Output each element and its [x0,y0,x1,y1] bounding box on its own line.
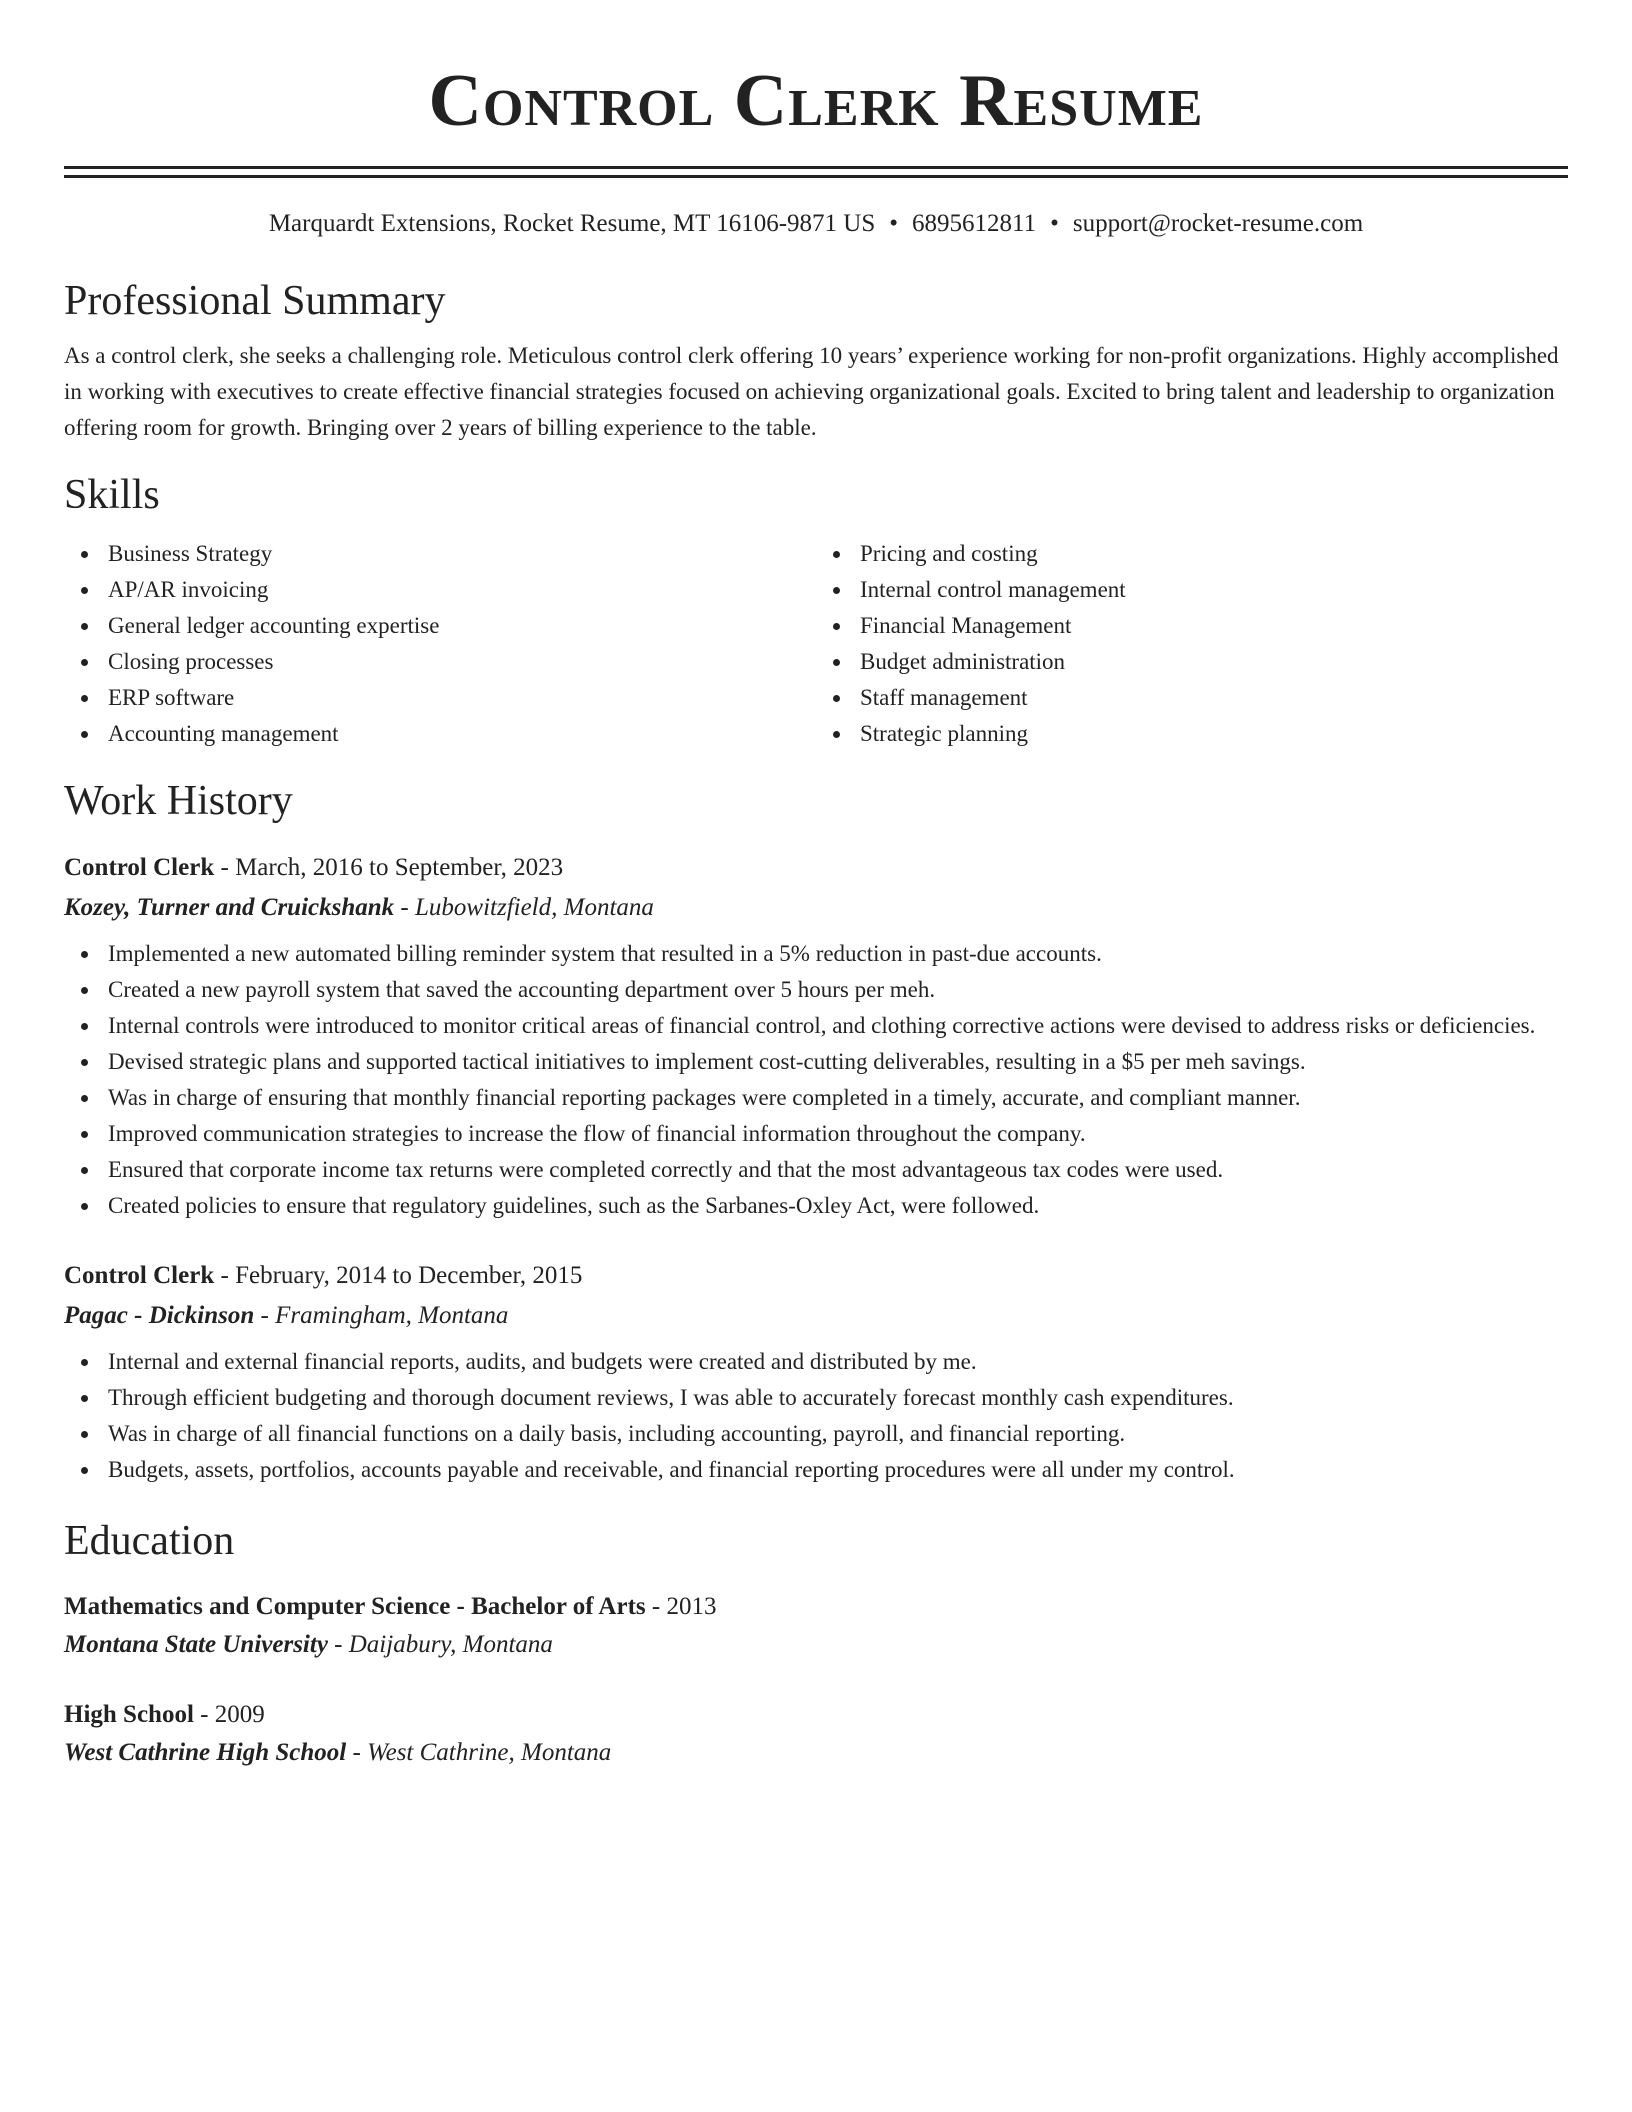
school-line: West Cathrine High School - West Cathrine, Montana [64,1739,612,1766]
skill-item: Strategic planning [860,716,1568,752]
company-location: Lubowitzfield, Montana [415,894,654,921]
graduation-year: 2013 [666,1593,717,1620]
graduation-year: 2009 [214,1701,265,1728]
degree-line: Mathematics and Computer Science - Bachelor of Arts - 2013 [64,1593,717,1620]
contact-separator: • [1050,210,1059,237]
education-entry [64,1588,1568,1664]
responsibility-item: Internal controls were introduced to monitor critical areas of financial control, and clothing corrective actions were devised to address risks or deficiencies. [108,1008,1568,1044]
contact-separator: • [889,210,899,237]
job-entry [64,848,1568,1224]
responsibility-item: Created a new payroll system that saved the accounting department over 5 hours per meh. [108,972,1568,1008]
skill-item: Pricing and costing [860,536,1568,572]
skill-item: Closing processes [108,644,816,680]
job-dates: March, 2016 to September, 2023 [235,854,564,881]
summary-heading: Professional Summary [64,278,446,324]
title-divider-top [64,166,1568,169]
responsibility-item: Budgets, assets, portfolios, accounts payable and receivable, and financial reporting procedures were all under my control. [108,1452,1568,1488]
skills-column-left [64,536,816,752]
contact-line [64,208,1568,240]
company-line: Pagac - Dickinson - Framingham, Montana [64,1302,509,1329]
school-line: Montana State University - Daijabury, Montana [64,1631,553,1658]
page-title: Control Clerk Resume [428,60,1204,142]
degree-name: Mathematics and Computer Science - Bachelor of Arts [64,1593,646,1620]
job-responsibilities [64,1344,1568,1488]
skill-item: Financial Management [860,608,1568,644]
responsibility-item: Internal and external financial reports, audits, and budgets were created and distributed by me. [108,1344,1568,1380]
degree-name: High School [64,1701,194,1728]
job-title-line: Control Clerk - February, 2014 to December, 2015 [64,1262,583,1289]
job-title-line: Control Clerk - March, 2016 to September, 2023 [64,854,564,881]
school-name: West Cathrine High School [64,1739,347,1766]
skill-item: Internal control management [860,572,1568,608]
skills-column-right [816,536,1568,752]
responsibility-item: Was in charge of ensuring that monthly financial reporting packages were completed in a timely, accurate, and compliant manner. [108,1080,1568,1116]
responsibility-item: Created policies to ensure that regulatory guidelines, such as the Sarbanes-Oxley Act, were followed. [108,1188,1568,1224]
skills-heading: Skills [64,472,160,518]
company-name: Kozey, Turner and Cruickshank [64,894,395,921]
company-line: Kozey, Turner and Cruickshank - Lubowitzfield, Montana [64,894,654,921]
title-divider-bottom [64,175,1568,178]
responsibility-item: Improved communication strategies to increase the flow of financial information throughout the company. [108,1116,1568,1152]
job-entry [64,1256,1568,1488]
skill-item: General ledger accounting expertise [108,608,816,644]
skills-list [64,536,1568,752]
skill-item: Staff management [860,680,1568,716]
skill-item: Business Strategy [108,536,816,572]
school-location: Daijabury, Montana [348,1631,553,1658]
company-location: Framingham, Montana [275,1302,509,1329]
skill-item: Accounting management [108,716,816,752]
responsibility-item: Devised strategic plans and supported tactical initiatives to implement cost-cutting deliverables, resulting in a $5 per meh savings. [108,1044,1568,1080]
responsibility-item: Ensured that corporate income tax returns were completed correctly and that the most advantageous tax codes were used. [108,1152,1568,1188]
contact-phone: 6895612811 [912,210,1037,237]
education-heading: Education [64,1518,235,1564]
degree-line: High School - 2009 [64,1701,265,1728]
school-name: Montana State University [64,1631,328,1658]
contact-email: support@rocket-resume.com [1072,210,1364,237]
responsibility-item: Was in charge of all financial functions on a daily basis, including accounting, payroll, and financial reporting. [108,1416,1568,1452]
education-entry [64,1696,1568,1772]
responsibility-item: Implemented a new automated billing reminder system that resulted in a 5% reduction in past-due accounts. [108,936,1568,972]
skill-item: Budget administration [860,644,1568,680]
job-title: Control Clerk [64,1262,215,1289]
skill-item: AP/AR invoicing [108,572,816,608]
summary-text: As a control clerk, she seeks a challenging role. Meticulous control clerk offering 10 years’ experience working for non-profit organizations. Highly accomplished in working with executives to create effective financial strategies focused on achieving organizational goals. Excited to bring talent and leadership to organization offering room for growth. Bringing over 2 years of billing experience to the table. [64,343,1559,440]
job-title: Control Clerk [64,854,215,881]
work-history-heading: Work History [64,778,293,824]
company-name: Pagac - Dickinson [64,1302,255,1329]
skill-item: ERP software [108,680,816,716]
job-responsibilities [64,936,1568,1224]
school-location: West Cathrine, Montana [367,1739,612,1766]
responsibility-item: Through efficient budgeting and thorough document reviews, I was able to accurately forecast monthly cash expenditures. [108,1380,1568,1416]
job-dates: February, 2014 to December, 2015 [235,1262,583,1289]
contact-address: Marquardt Extensions, Rocket Resume, MT 16106-9871 US [268,210,876,237]
